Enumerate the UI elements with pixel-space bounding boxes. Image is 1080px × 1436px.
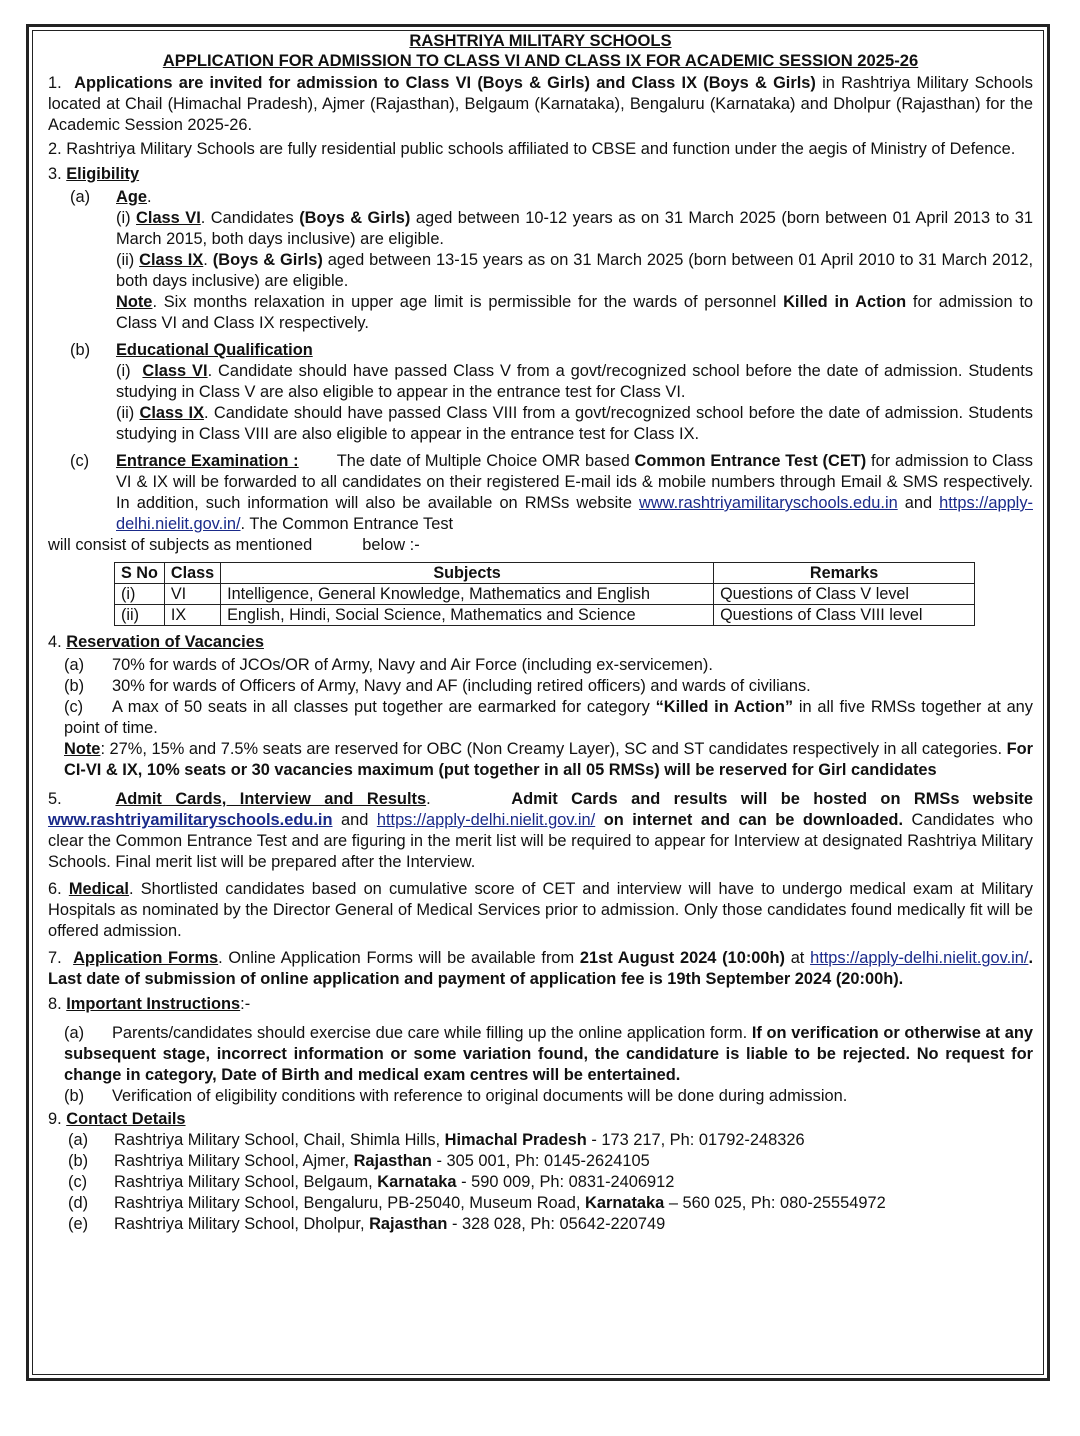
nielit-link[interactable]: https://apply-delhi.nielit.gov.in/	[810, 949, 1029, 967]
table-row: (i) VI Intelligence, General Knowledge, Mathematics and English Questions of Class V level	[115, 584, 975, 605]
header-line-2: APPLICATION FOR ADMISSION TO CLASS VI AND CLASS IX FOR ACADEMIC SESSION 2025-26	[162, 51, 919, 70]
section-3c: (c) Entrance Examination : The date of Multiple Choice OMR based Common Entrance Test (CET) for admission to Class VI & IX will be forwarded to all candidates on their registered E-mail ids & mobile numbers through Email & SMS respectively. In addition, such information will also be available on RMSs website www.rashtriyamilitaryschools.edu.in and https://apply-delhi.nielit.gov.in/. The Common Entrance Test	[70, 452, 1033, 533]
notice-content	[48, 31, 1033, 1235]
header-sno: S No	[115, 563, 165, 584]
section-4-list	[48, 655, 1033, 781]
section-4-heading: 4. Reservation of Vacancies	[48, 633, 264, 651]
table-row: (ii) IX English, Hindi, Social Science, Mathematics and Science Questions of Class VIII level	[115, 605, 975, 626]
section-3-heading: 3. Eligibility	[48, 165, 140, 183]
age-class-ix: (ii) Class IX. (Boys & Girls) aged between 13-15 years as on 31 March 2025 (born between 01 April 2010 to 31 March 2012, both days inclusive) are eligible.	[116, 251, 1033, 290]
section-3c-tail: will consist of subjects as mentioned below :-	[48, 536, 420, 554]
section-5: 5. Admit Cards, Interview and Results. Admit Cards and results will be hosted on RMSs website www.rashtriyamilitaryschools.edu.in and https://apply-delhi.nielit.gov.in/ on internet and can be downloaded. Candidates who clear the Common Entrance Test and are figuring in the merit list will be required to appear for Interview at designated Rashtriya Military Schools. Final merit list will be prepared after the Interview.	[48, 790, 1034, 871]
age-note: Note. Six months relaxation in upper age limit is permissible for the wards of personnel Killed in Action for admission to Class VI and Class IX respectively.	[116, 293, 1034, 332]
section-2: 2. Rashtriya Military Schools are fully residential public schools affiliated to CBSE and function under the aegis of Ministry of Defence.	[48, 140, 1016, 158]
instruction-b: (b) Verification of eligibility conditions with reference to original documents will be done during admission.	[64, 1087, 848, 1105]
list-item: (b) 30% for wards of Officers of Army, Navy and AF (including retired officers) and wards of civilians.	[64, 677, 811, 695]
header-line-1: RASHTRIYA MILITARY SCHOOLS	[409, 31, 672, 50]
section-1-bold: Applications are invited for admission to Class VI (Boys & Girls) and Class IX (Boys & Girls)	[74, 74, 816, 92]
section-1: 1. Applications are invited for admission to Class VI (Boys & Girls) and Class IX (Boys & Girls) in Rashtriya Military Schools located at Chail (Himachal Pradesh), Ajmer (Rajasthan), Belgaum (Karnataka), Bengaluru (Karnataka) and Dholpur (Rajasthan) for the Academic Session 2025-26.	[48, 74, 1033, 134]
header-subjects: Subjects	[221, 563, 714, 584]
section-7: 7. Application Forms. Online Application Forms will be available from 21st August 2024 (10:00h) at https://apply-delhi.nielit.gov.in/. Last date of submission of online application and payment of application fee is 19th September 2024 (20:00h).	[48, 949, 1034, 988]
education-heading: Educational Qualification	[116, 341, 313, 359]
section-9-heading: 9. Contact Details	[48, 1110, 186, 1128]
section-6: 6. Medical. Shortlisted candidates based on cumulative score of CET and interview will have to undergo medical exam at Military Hospitals as nominated by the Director General of Medical Services prior to admission. Only those candidates found medically fit will be offered admission.	[48, 880, 1033, 940]
header-remarks: Remarks	[714, 563, 975, 584]
instruction-a: (a) Parents/candidates should exercise due care while filling up the online application form. If on verification or otherwise at any subsequent stage, incorrect information or some variation found, the candidature is liable to be rejected. No request for change in category, Date of Birth and medical exam centres will be entertained.	[64, 1024, 1033, 1084]
table-header-row	[115, 563, 975, 584]
nielit-link[interactable]: https://apply-delhi.nielit.gov.in/	[376, 811, 596, 829]
section-8-heading: 8. Important Instructions:-	[48, 995, 251, 1013]
contact-item: (c) Rashtriya Military School, Belgaum, Karnataka - 590 009, Ph: 0831-2406912	[68, 1173, 675, 1191]
header-class: Class	[164, 563, 220, 584]
section-3a: (a) Age. (i) Class VI. Candidates (Boys & Girls) aged between 10-12 years as on 31 March 2025 (born between 01 April 2013 to 31 March 2015, both days inclusive) are eligible. (ii) Class IX. (Boys & Girls) aged between 13-15 years as on 31 March 2025 (born between 01 April 2010 to 31 March 2012, both days inclusive) are eligible. Note. Six months relaxation in upper age limit is permissible for the wards of personnel Killed in Action for admission to Class VI and Class IX respectively.	[70, 188, 1034, 332]
age-class-vi: (i) Class VI. Candidates (Boys & Girls) aged between 10-12 years as on 31 March 2025 (born between 01 April 2013 to 31 March 2015, both days inclusive) are eligible.	[116, 209, 1033, 248]
age-heading: Age	[116, 188, 147, 206]
section-3b: (b) Educational Qualification (i) Class VI. Candidate should have passed Class V from a govt/recognized school before the date of admission. Students studying in Class V are also eligible to appear in the entrance test for Class VI. (ii) Class IX. Candidate should have passed Class VIII from a govt/recognized school before the date of admission. Students studying in Class VIII are also eligible to appear in the entrance test for Class IX.	[70, 341, 1034, 443]
contact-item: (a) Rashtriya Military School, Chail, Shimla Hills, Himachal Pradesh - 173 217, Ph: 01792-248326	[68, 1131, 805, 1149]
list-item: (c) A max of 50 seats in all classes put together are earmarked for category “Killed in Action” in all five RMSs together at any point of time.	[64, 698, 1033, 737]
subjects-table	[114, 562, 975, 626]
education-class-ix: (ii) Class IX. Candidate should have passed Class VIII from a govt/recognized school before the date of admission. Students studying in Class VIII are also eligible to appear in the entrance test for Class IX.	[116, 404, 1033, 443]
education-class-vi: (i) Class VI. Candidate should have passed Class V from a govt/recognized school before the date of admission. Students studying in Class V are also eligible to appear in the entrance test for Class VI.	[116, 362, 1034, 401]
contact-item: (e) Rashtriya Military School, Dholpur, Rajasthan - 328 028, Ph: 05642-220749	[68, 1215, 666, 1233]
contact-list	[48, 1130, 1033, 1235]
entrance-exam-heading: Entrance Examination :	[116, 452, 299, 470]
list-item: (a) 70% for wards of JCOs/OR of Army, Navy and Air Force (including ex-servicemen).	[64, 656, 713, 674]
rms-website-link[interactable]: www.rashtriyamilitaryschools.edu.in	[48, 811, 333, 829]
contact-item: (d) Rashtriya Military School, Bengaluru, PB-25040, Museum Road, Karnataka – 560 025, Ph: 080-25554972	[68, 1194, 886, 1212]
reservation-note: Note: 27%, 15% and 7.5% seats are reserved for OBC (Non Creamy Layer), SC and ST candidates respectively in all categories. For CI-VI & IX, 10% seats or 30 vacancies maximum (put together in all 05 RMSs) will be reserved for Girl candidates	[64, 740, 1034, 779]
rms-website-link[interactable]: www.rashtriyamilitaryschools.edu.in	[639, 494, 898, 512]
nielit-link[interactable]: https://apply-delhi.nielit.gov.in/	[116, 494, 1033, 533]
contact-item: (b) Rashtriya Military School, Ajmer, Rajasthan - 305 001, Ph: 0145-2624105	[68, 1152, 650, 1170]
